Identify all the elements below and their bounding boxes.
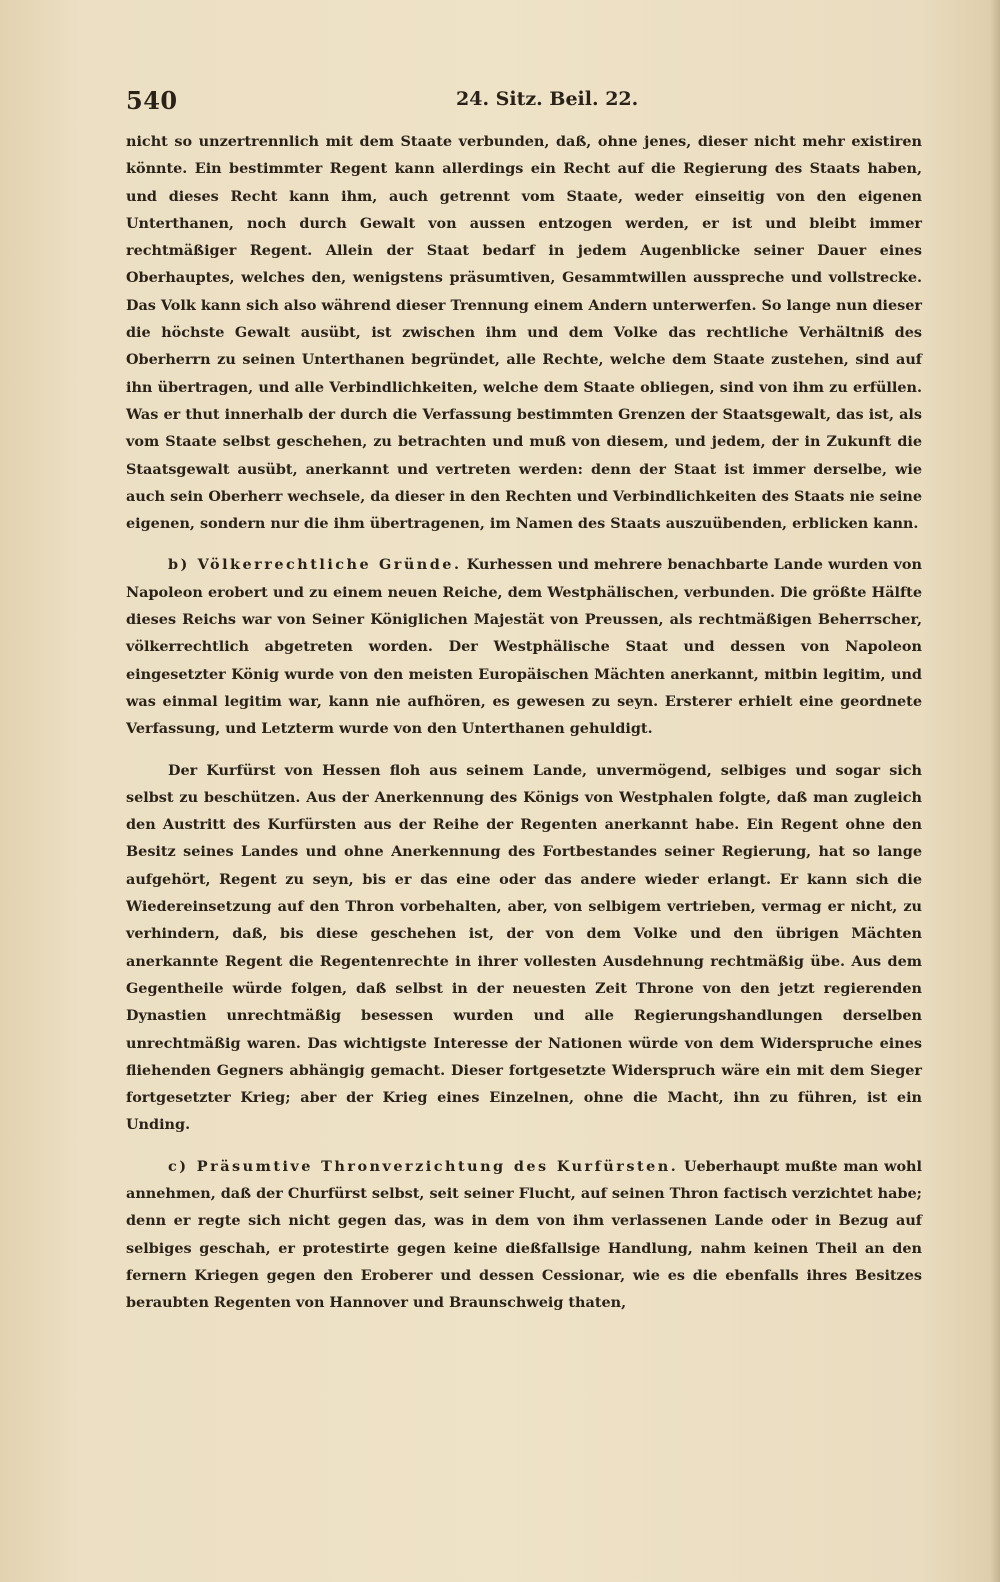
- section-heading: c) Präsumtive Thronverzichtung des Kurfürsten.: [168, 1157, 679, 1175]
- page-number: 540: [126, 86, 178, 115]
- paragraph-text: nicht so unzertrennlich mit dem Staate verbunden, daß, ohne jenes, dieser nicht mehr existiren könnte. Ein bestimmter Regent kann allerdings ein Recht auf die Regierung des Staats haben, und dieses Recht kann ihm, auch getrennt vom Staate, weder einseitig von den eigenen Unterthanen, noch durch Gewalt von aussen entzogen werden, er ist und bleibt immer rechtmäßiger Regent. Allein der Staat bedarf in jedem Augenblicke seiner Dauer eines Oberhauptes, welches den, wenigstens präsumtiven, Gesammtwillen ausspreche und vollstrecke. Das Volk kann sich also während dieser Trennung einem Andern unterwerfen. So lange nun dieser die höchste Gewalt ausübt, ist zwischen ihm und dem Volke das rechtliche Verhältniß des Oberherrn zu seinen Unterthanen begründet, alle Rechte, welche dem Staate zustehen, sind auf ihn übertragen, und alle Verbindlichkeiten, welche dem Staate obliegen, sind von ihm zu erfüllen. Was er thut innerhalb der durch die Verfassung bestimmten Grenzen der Staatsgewalt, das ist, als vom Staate selbst geschehen, zu betrachten und muß von diesem, und jedem, der in Zukunft die Staatsgewalt ausübt, anerkannt und vertreten werden: denn der Staat ist immer derselbe, wie auch sein Oberherr wechsele, da dieser in den Rechten und Verbindlichkeiten des Staats nie seine eigenen, sondern nur die ihm übertragenen, im Namen des Staats auszuübenden, erblicken kann.: [126, 133, 922, 533]
- page-edge-shadow: [990, 0, 1000, 1582]
- paragraph: [126, 551, 922, 742]
- running-head: 24. Sitz. Beil. 22.: [456, 88, 639, 110]
- paragraph: [126, 757, 922, 1139]
- section-heading: b) Völkerrechtliche Gründe.: [168, 556, 462, 574]
- paragraph-text: Ueberhaupt mußte man wohl annehmen, daß der Churfürst selbst, seit seiner Flucht, auf seinen Thron factisch verzichtet habe; denn er regte sich nicht gegen das, was in dem von ihm verlassenen Lande oder in Bezug auf selbiges geschah, er protestirte gegen keine dießfallsige Handlung, nahm keinen Theil an den fernern Kriegen gegen den Eroberer und dessen Cessionar, wie es die ebenfalls ihres Besitzes beraubten Regenten von Hannover und Braunschweig thaten,: [126, 1157, 922, 1312]
- paragraph-text: Kurhessen und mehrere benachbarte Lande wurden von Napoleon erobert und zu einem neuen Reiche, dem Westphälischen, verbunden. Die größte Hälfte dieses Reichs war von Seiner Königlichen Majestät von Preussen, als rechtmäßigen Beherrscher, völkerrechtlich abgetreten worden. Der Westphälische Staat und dessen von Napoleon eingesetzter König wurde von den meisten Europäischen Mächten anerkannt, mitbin legitim, und was einmal legitim war, kann nie aufhören, es gewesen zu seyn. Ersterer erhielt eine geordnete Verfassung, und Letzterm wurde von den Unterthanen gehuldigt.: [126, 556, 922, 738]
- page-header: [126, 86, 922, 118]
- paragraph: [126, 128, 922, 537]
- paragraph-text: Der Kurfürst von Hessen floh aus seinem Lande, unvermögend, selbiges und sogar sich selbst zu beschützen. Aus der Anerkennung des Königs von Westphalen folgte, daß man zugleich den Austritt des Kurfürsten aus der Reihe der Regenten anerkannt habe. Ein Regent ohne den Besitz seines Landes und ohne Anerkennung des Fortbestandes seiner Regierung, hat so lange aufgehört, Regent zu seyn, bis er das eine oder das andere wieder erlangt. Er kann sich die Wiedereinsetzung auf den Thron vorbehalten, aber, von selbigem vertrieben, vermag er nicht, zu verhindern, daß, bis diese geschehen ist, der von dem Volke und den übrigen Mächten anerkannte Regent die Regentenrechte in ihrer vollesten Ausdehnung rechtmäßig übe. Aus dem Gegentheile würde folgen, daß selbst in der neuesten Zeit Throne von den jetzt regierenden Dynastien unrechtmäßig besessen wurden und alle Regierungshandlungen derselben unrechtmäßig waren. Das wichtigste Interesse der Nationen würde von dem Widerspruche eines fliehenden Gegners abhängig gemacht. Dieser fortgesetzte Widerspruch wäre ein mit dem Sieger fortgesetzter Krieg; aber der Krieg eines Einzelnen, ohne die Macht, ihn zu führen, ist ein Unding.: [126, 761, 922, 1134]
- body-text: [126, 128, 922, 1316]
- paragraph: [126, 1153, 922, 1317]
